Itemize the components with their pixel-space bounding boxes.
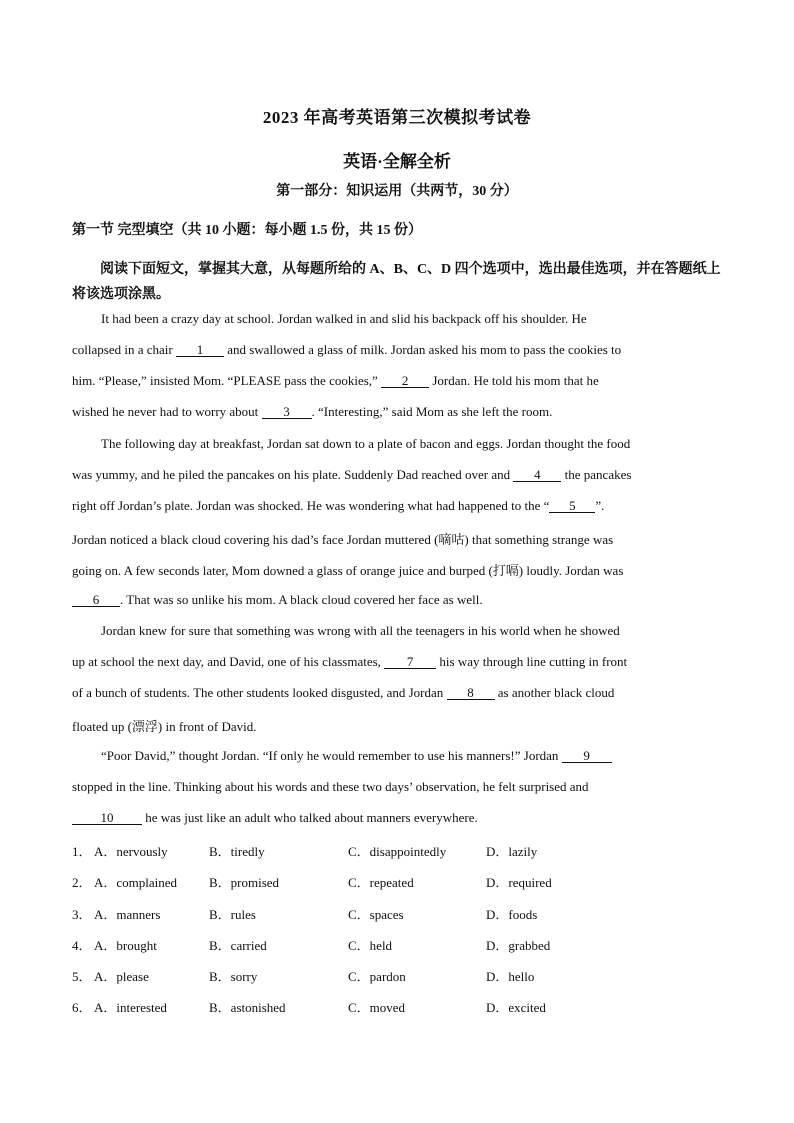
- instruction-text: 阅读下面短文，掌握其大意，从每题所给的 A、B、C、D 四个选项中，选出最佳选项，并在答题纸上将该选项涂黑。: [72, 262, 721, 302]
- section-heading: 第一节 完型填空（共 10 小题：每小题 1.5 份，共 15 份）: [72, 223, 422, 238]
- passage-text: up at school the next day, and David, one of his classmates,: [72, 654, 385, 669]
- option-a[interactable]: A．complained: [94, 875, 178, 890]
- blank-8: 8: [447, 687, 495, 700]
- passage-text: him. “Please,” insisted Mom. “PLEASE pass the cookies,”: [72, 373, 382, 388]
- blank-3: 3: [262, 406, 312, 419]
- blank-6: 6: [72, 594, 120, 607]
- option-d[interactable]: D．grabbed: [486, 938, 551, 953]
- passage-text: . “Interesting,” said Mom as she left the room.: [311, 404, 553, 419]
- passage-line: It had been a crazy day at school. Jordan walked in and slid his backpack off his shoulder. He: [101, 311, 587, 326]
- passage-text: as another black cloud: [494, 685, 615, 700]
- passage-line: [72, 467, 631, 483]
- blank-2: 2: [381, 375, 429, 388]
- passage-text: ”.: [595, 498, 605, 513]
- passage-line: going on. A few seconds later, Mom downed a glass of orange juice and burped (打嗝) loudly. Jordan was: [72, 563, 624, 578]
- option-a[interactable]: A．please: [94, 969, 149, 984]
- passage-line: Jordan noticed a black cloud covering his dad’s face Jordan muttered (嘀咕) that something strange was: [72, 532, 614, 547]
- question-number: 1．: [72, 844, 92, 859]
- passage-line: floated up (漂浮) in front of David.: [72, 719, 257, 734]
- option-d[interactable]: D．foods: [486, 907, 538, 922]
- option-b[interactable]: B．sorry: [209, 969, 258, 984]
- passage-line: [72, 592, 483, 608]
- blank-7: 7: [384, 656, 436, 669]
- option-c[interactable]: C．disappointedly: [348, 844, 447, 859]
- question-number: 4．: [72, 938, 92, 953]
- passage-line: [72, 404, 552, 420]
- blank-9: 9: [562, 750, 612, 763]
- option-d[interactable]: D．required: [486, 875, 552, 890]
- exam-title: 2023 年高考英语第三次模拟考试卷: [262, 108, 532, 127]
- option-c[interactable]: C．held: [348, 938, 393, 953]
- question-number: 6．: [72, 1000, 92, 1015]
- option-d[interactable]: D．excited: [486, 1000, 546, 1015]
- passage-text: Jordan. He told his mom that he: [429, 373, 599, 388]
- passage-line: stopped in the line. Thinking about his words and these two days’ observation, he felt surprised and: [72, 779, 589, 794]
- passage-text: “Poor David,” thought Jordan. “If only he would remember to use his manners!” Jordan: [101, 748, 562, 763]
- passage-line: [72, 810, 478, 826]
- question-number: 2．: [72, 875, 92, 890]
- option-a[interactable]: A．interested: [94, 1000, 167, 1015]
- option-b[interactable]: B．astonished: [209, 1000, 286, 1015]
- passage-text: collapsed in a chair: [72, 342, 176, 357]
- passage-text: was yummy, and he piled the pancakes on his plate. Suddenly Dad reached over and: [72, 467, 514, 482]
- option-c[interactable]: C．spaces: [348, 907, 404, 922]
- option-c[interactable]: C．moved: [348, 1000, 406, 1015]
- option-b[interactable]: B．promised: [209, 875, 280, 890]
- option-d[interactable]: D．hello: [486, 969, 535, 984]
- passage-text: . That was so unlike his mom. A black cloud covered her face as well.: [120, 592, 483, 607]
- option-a[interactable]: A．nervously: [94, 844, 168, 859]
- passage-text: right off Jordan’s plate. Jordan was shocked. He was wondering what had happened to the “: [72, 498, 550, 513]
- passage-line: [72, 685, 614, 701]
- passage-text: wished he never had to worry about: [72, 404, 262, 419]
- passage-text: the pancakes: [561, 467, 632, 482]
- passage-line: Jordan knew for sure that something was wrong with all the teenagers in his world when he showed: [101, 623, 620, 638]
- question-number: 5．: [72, 969, 92, 984]
- passage-text: and swallowed a glass of milk. Jordan asked his mom to pass the cookies to: [223, 342, 622, 357]
- passage-line: [72, 654, 627, 670]
- passage-text: his way through line cutting in front: [436, 654, 628, 669]
- option-b[interactable]: B．tiredly: [209, 844, 265, 859]
- option-b[interactable]: B．rules: [209, 907, 256, 922]
- passage-text: of a bunch of students. The other students looked disgusted, and Jordan: [72, 685, 447, 700]
- passage-line: [101, 748, 612, 764]
- option-a[interactable]: A．brought: [94, 938, 157, 953]
- question-number: 3．: [72, 907, 92, 922]
- part-heading: 第一部分：知识运用（共两节，30 分）: [276, 184, 518, 199]
- option-c[interactable]: C．pardon: [348, 969, 406, 984]
- option-b[interactable]: B．carried: [209, 938, 267, 953]
- passage-line: [72, 498, 604, 514]
- passage-line: [72, 342, 621, 358]
- blank-1: 1: [176, 344, 224, 357]
- blank-4: 4: [513, 469, 561, 482]
- option-a[interactable]: A．manners: [94, 907, 161, 922]
- blank-5: 5: [549, 500, 595, 513]
- passage-line: [72, 373, 599, 389]
- blank-10: 10: [72, 812, 142, 825]
- option-c[interactable]: C．repeated: [348, 875, 414, 890]
- exam-subtitle: 英语·全解全析: [343, 152, 451, 171]
- option-d[interactable]: D．lazily: [486, 844, 538, 859]
- passage-line: The following day at breakfast, Jordan sat down to a plate of bacon and eggs. Jordan thought the food: [101, 436, 631, 451]
- passage-text: he was just like an adult who talked about manners everywhere.: [142, 810, 478, 825]
